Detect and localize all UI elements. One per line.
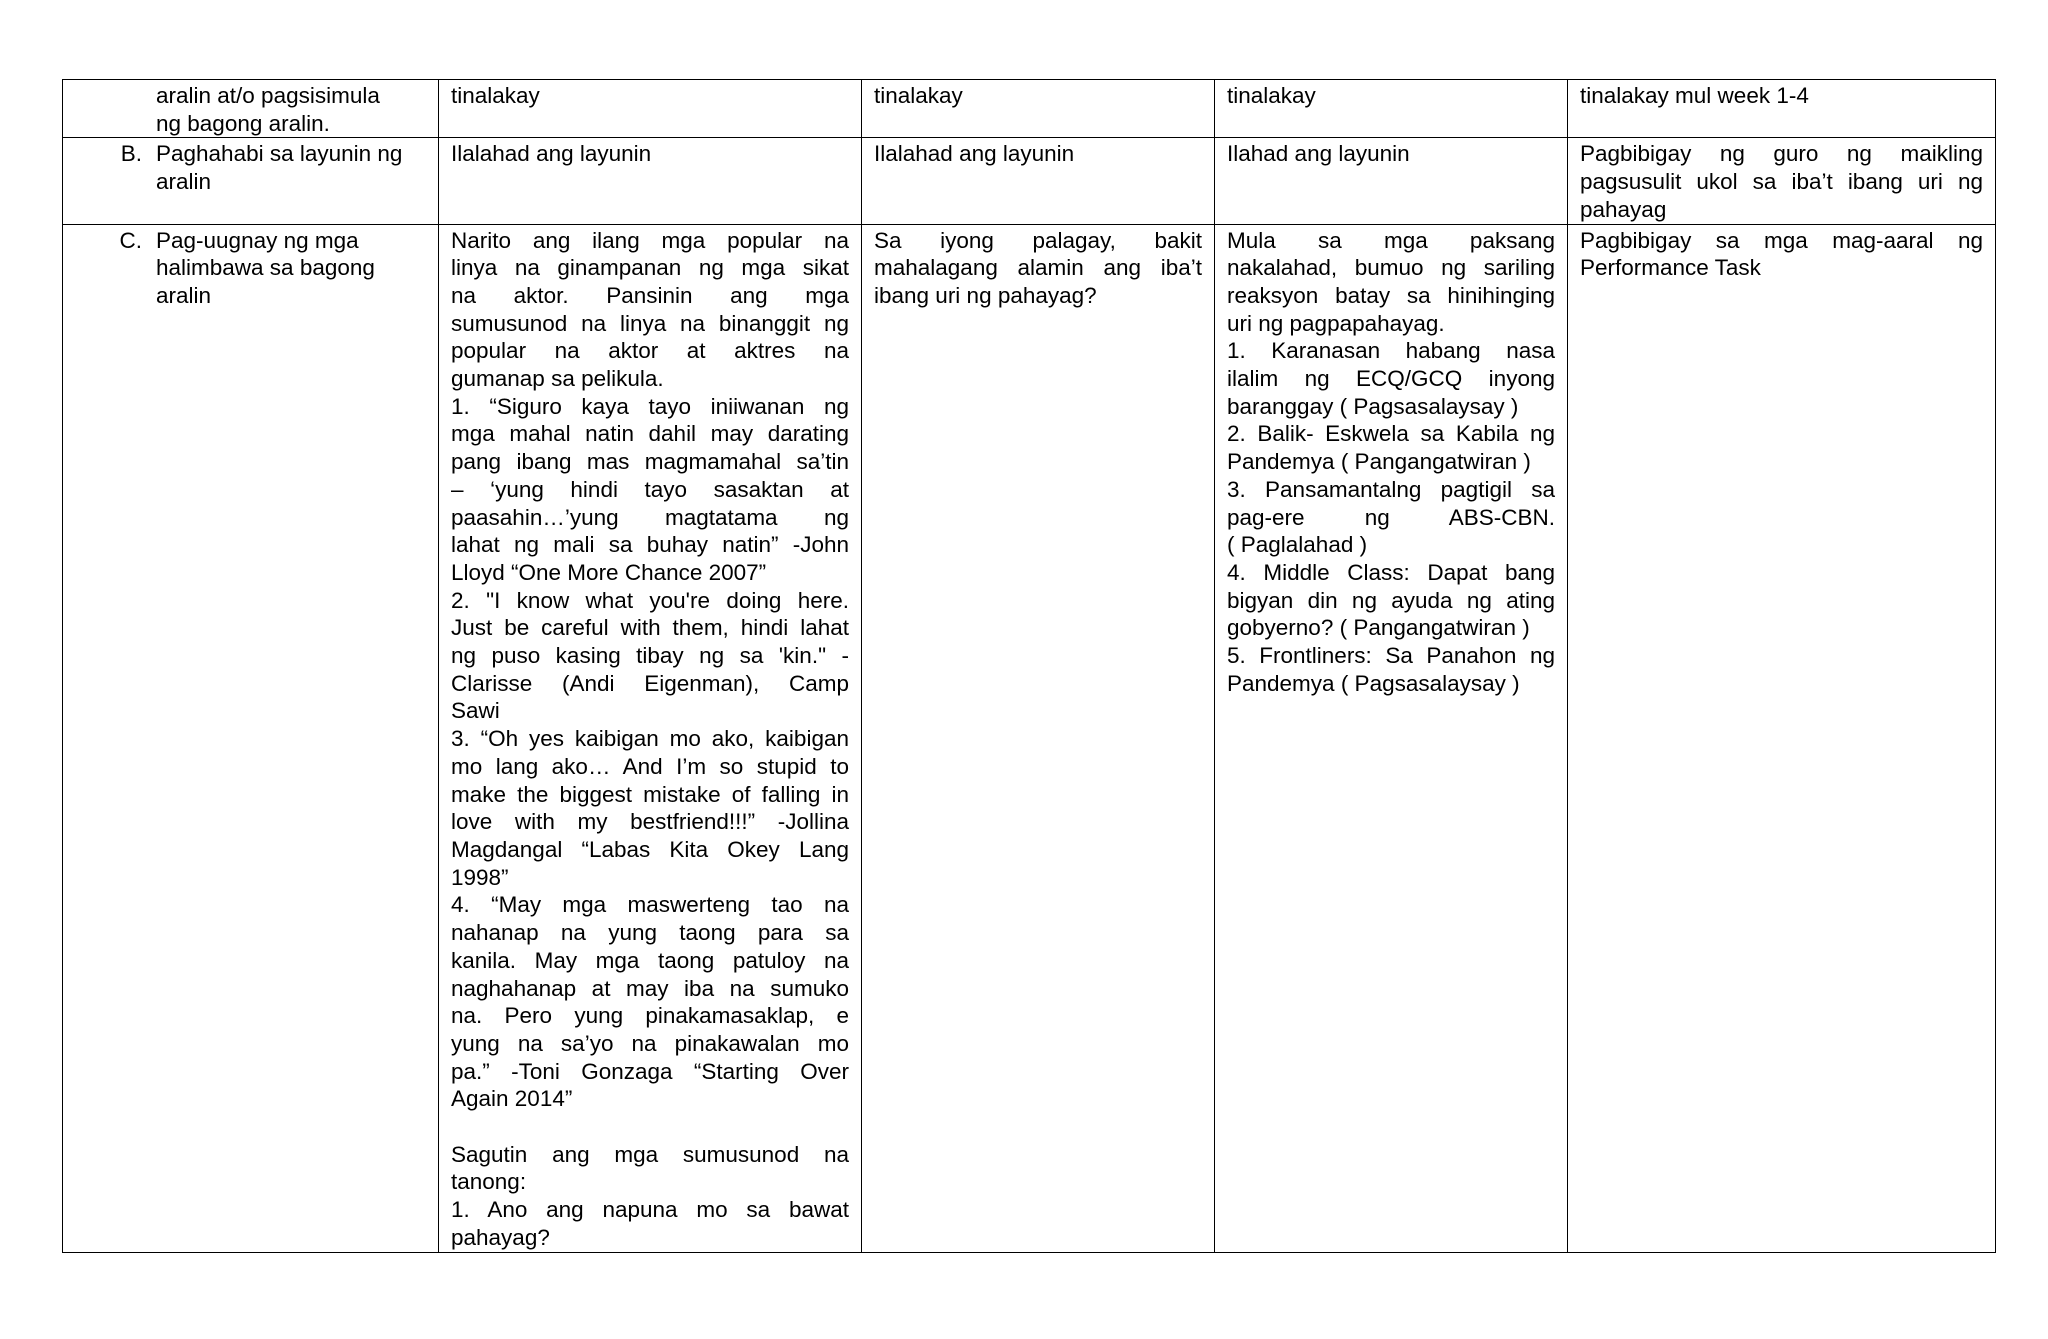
cell-line: Ilalahad ang layunin <box>451 141 652 167</box>
cell-line: lahat ng mali sa buhay natin” -John <box>451 532 849 558</box>
cell-line: Pandemya ( Pagsasalaysay ) <box>1227 670 1520 696</box>
cell-line: mga mahal natin dahil may darating <box>451 421 849 447</box>
section-label <box>156 82 426 137</box>
cell-line: popular na aktor at aktres na <box>451 338 849 364</box>
cell-line: ibang uri ng pahayag? <box>874 282 1097 308</box>
section-letter: B. <box>120 141 142 167</box>
cell-line: Mula sa mga paksang <box>1227 227 1555 253</box>
day-2-cell <box>862 138 1215 224</box>
cell-line: pa.” -Toni Gonzaga “Starting Over <box>451 1058 849 1084</box>
cell-line: Narito ang ilang mga popular na <box>451 227 849 253</box>
cell-line: uri ng pagpapahayag. <box>1227 310 1445 336</box>
cell-line: nakalahad, bumuo ng sariling <box>1227 255 1555 281</box>
cell-line: Ilalahad ang layunin <box>874 141 1075 167</box>
cell-line: Ilahad ang layunin <box>1227 141 1410 167</box>
cell-line: Just be careful with them, hindi lahat <box>451 615 849 641</box>
cell-line: gumanap sa pelikula. <box>451 366 664 392</box>
section-label-line: ng bagong aralin. <box>156 110 330 136</box>
section-cell <box>63 224 439 1252</box>
cell-line: 5. Frontliners: Sa Panahon ng <box>1227 643 1555 669</box>
cell-line: baranggay ( Pagsasalaysay ) <box>1227 393 1519 419</box>
day-4-cell <box>1568 224 1996 1252</box>
section-label <box>156 227 426 310</box>
cell-line: pagsusulit ukol sa iba’t ibang uri ng <box>1580 169 1983 195</box>
cell-line: Pagbibigay sa mga mag-aaral ng <box>1580 227 1983 253</box>
cell-line: ng puso kasing tibay ng sa 'kin." - <box>451 643 849 669</box>
section-label-line: halimbawa sa bagong <box>156 255 375 281</box>
table-row <box>63 224 1996 1252</box>
day-1-cell <box>439 80 862 138</box>
cell-line: tinalakay <box>451 83 540 108</box>
cell-line: Sa iyong palagay, bakit <box>874 227 1202 253</box>
cell-line: paasahin…’yung magtatama ng <box>451 504 849 530</box>
cell-line: 1. Ano ang napuna mo sa bawat <box>451 1197 849 1223</box>
cell-line: nahanap na yung taong para sa <box>451 920 849 946</box>
cell-line: naghahanap at may iba na sumuko <box>451 975 849 1001</box>
lesson-plan-body <box>63 80 1996 1253</box>
cell-line: bigyan din ng ayuda ng ating <box>1227 587 1555 613</box>
cell-line: 3. “Oh yes kaibigan mo ako, kaibigan <box>451 726 849 752</box>
table-row <box>63 80 1996 138</box>
cell-line: pang ibang mas magmamahal sa’tin <box>451 449 849 475</box>
day-3-cell <box>1215 138 1568 224</box>
cell-line: tinalakay mul week 1-4 <box>1580 83 1809 108</box>
cell-line: Again 2014” <box>451 1086 573 1112</box>
day-4-cell <box>1568 138 1996 224</box>
cell-line: ilalim ng ECQ/GCQ inyong <box>1227 366 1555 392</box>
cell-line: ( Paglalahad ) <box>1227 532 1368 558</box>
day-4-cell <box>1568 80 1996 138</box>
cell-line: Pagbibigay ng guro ng maikling <box>1580 141 1983 167</box>
cell-line: Magdangal “Labas Kita Okey Lang <box>451 836 849 862</box>
cell-line: 1998” <box>451 864 509 890</box>
section-label-line: aralin at/o pagsisimula <box>156 83 380 108</box>
cell-line: na. Pero yung pinakamasaklap, e <box>451 1003 849 1029</box>
day-1-cell <box>439 224 862 1252</box>
day-3-cell <box>1215 224 1568 1252</box>
section-label <box>156 140 426 195</box>
cell-line: sumusunod na linya na binanggit ng <box>451 310 849 336</box>
cell-line: linya na ginampanan ng mga sikat <box>451 255 849 281</box>
cell-line: Pandemya ( Pangangatwiran ) <box>1227 449 1531 475</box>
day-3-cell <box>1215 80 1568 138</box>
section-cell <box>63 80 439 138</box>
day-2-cell <box>862 224 1215 1252</box>
cell-line: 3. Pansamantalng pagtigil sa <box>1227 476 1555 502</box>
cell-line: kanila. May mga taong patuloy na <box>451 947 849 973</box>
cell-line: yung na sa’yo na pinakawalan mo <box>451 1030 849 1056</box>
cell-line: mo lang ako… And I’m so stupid to <box>451 753 849 779</box>
cell-line: make the biggest mistake of falling in <box>451 781 849 807</box>
day-1-cell <box>439 138 862 224</box>
cell-line: Clarisse (Andi Eigenman), Camp <box>451 670 849 696</box>
cell-line: tanong: <box>451 1169 527 1195</box>
cell-line: pahayag <box>1580 196 1667 222</box>
cell-line: 1. “Siguro kaya tayo iniiwanan ng <box>451 393 849 419</box>
day-2-cell <box>862 80 1215 138</box>
section-letter <box>75 82 156 137</box>
cell-line: pahayag? <box>451 1224 550 1250</box>
section-label-line: Paghahabi sa layunin ng <box>156 141 403 167</box>
cell-line: 4. Middle Class: Dapat bang <box>1227 559 1555 585</box>
cell-line: tinalakay <box>874 83 963 108</box>
cell-line: Lloyd “One More Chance 2007” <box>451 559 767 585</box>
cell-line: 2. "I know what you're doing here. <box>451 587 849 613</box>
cell-line: Performance Task <box>1580 255 1761 281</box>
cell-line: tinalakay <box>1227 83 1316 108</box>
cell-line: 2. Balik- Eskwela sa Kabila ng <box>1227 421 1555 447</box>
cell-line: mahalagang alamin ang iba’t <box>874 255 1202 281</box>
cell-line: pag-ere ng ABS-CBN. <box>1227 504 1555 530</box>
lesson-plan-table <box>62 79 1996 1253</box>
cell-line: 1. Karanasan habang nasa <box>1227 338 1555 364</box>
cell-line: 4. “May mga maswerteng tao na <box>451 892 849 918</box>
cell-line: na aktor. Pansinin ang mga <box>451 282 849 308</box>
cell-line: reaksyon batay sa hinihinging <box>1227 282 1555 308</box>
section-label-line: aralin <box>156 282 212 308</box>
table-row <box>63 138 1996 224</box>
cell-line: – ‘yung hindi tayo sasaktan at <box>451 476 849 502</box>
section-cell <box>63 138 439 224</box>
cell-line: Sawi <box>451 698 500 724</box>
cell-line <box>451 1113 849 1141</box>
cell-line: Sagutin ang mga sumusunod na <box>451 1141 849 1167</box>
cell-line: love with my bestfriend!!!” -Jollina <box>451 809 849 835</box>
section-label-line: Pag-uugnay ng mga <box>156 227 359 253</box>
section-letter: C. <box>119 227 142 253</box>
cell-line: gobyerno? ( Pangangatwiran ) <box>1227 615 1530 641</box>
section-label-line: aralin <box>156 169 212 195</box>
